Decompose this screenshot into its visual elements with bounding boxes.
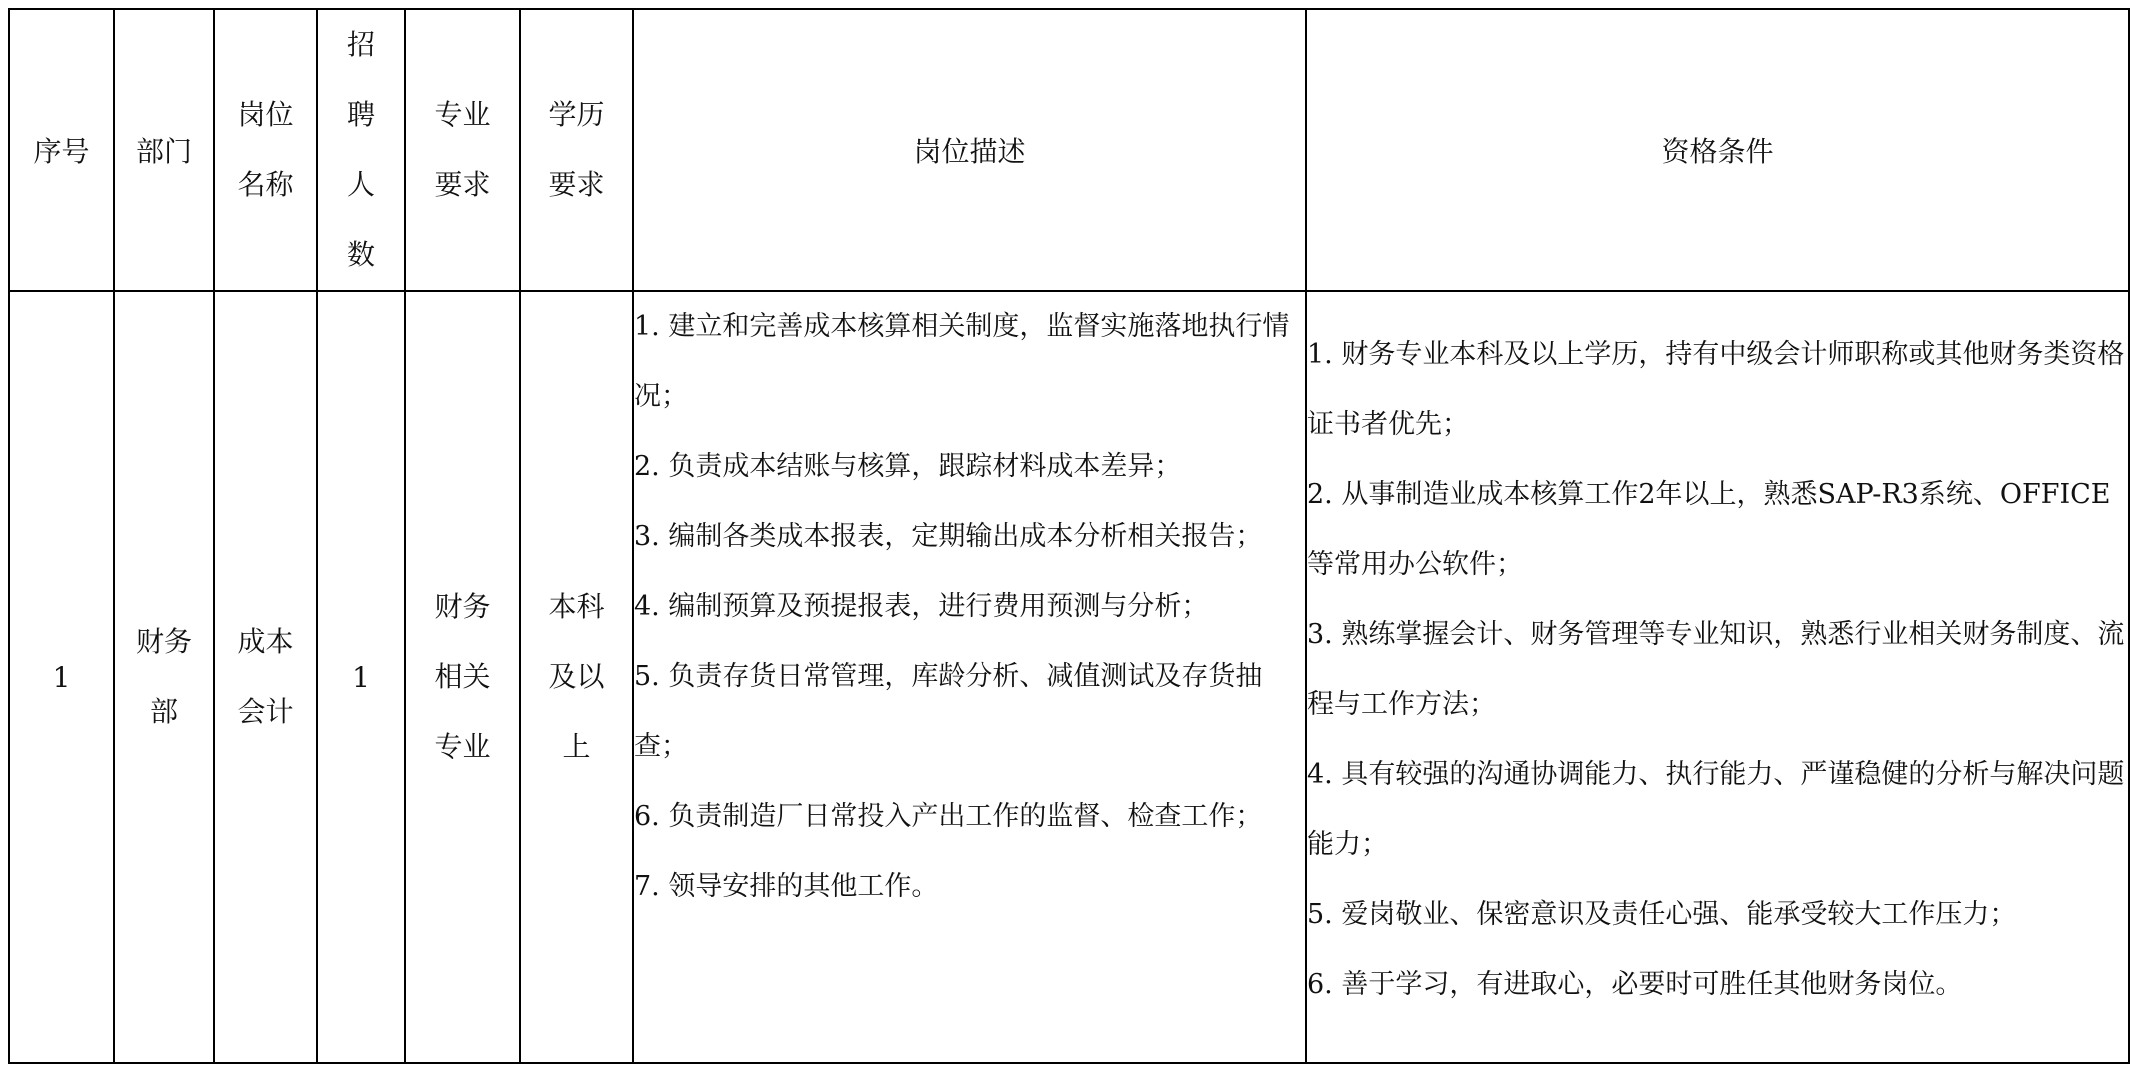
header-row [9,9,2129,291]
description-item: 1. 建立和完善成本核算相关制度，监督实施落地执行情况； [634,311,1290,412]
description-item: 5. 负责存货日常管理，库龄分析、减值测试及存货抽查； [634,661,1263,762]
header-position-line: 名称 [237,168,294,201]
cell-dept-line: 部 [149,695,178,728]
header-headcount-line: 人 [346,168,375,201]
header-seq: 序号 [9,9,114,291]
cell-position-line: 成本 [237,625,294,658]
cell-position-line: 会计 [237,695,294,728]
table-row [9,291,2129,1063]
header-position [214,9,317,291]
header-headcount-line: 招 [346,28,375,61]
qualification-item: 3. 熟练掌握会计、财务管理等专业知识，熟悉行业相关财务制度、流程与工作方法； [1307,619,2125,720]
cell-seq: 1 [9,291,114,1063]
qualification-item: 5. 爱岗敬业、保密意识及责任心强、能承受较大工作压力； [1307,899,2017,930]
cell-education-line: 本科 [548,590,605,623]
cell-dept-line: 财务 [135,625,192,658]
qualification-item: 6. 善于学习，有进取心，必要时可胜任其他财务岗位。 [1307,969,1963,1000]
header-qualifications: 资格条件 [1306,9,2129,291]
header-headcount-line: 聘 [346,98,375,131]
header-headcount-line: 数 [346,238,375,271]
header-major [405,9,520,291]
header-education-line: 学历 [548,98,605,131]
description-item: 7. 领导安排的其他工作。 [634,871,939,902]
cell-dept [114,291,214,1063]
header-position-line: 岗位 [237,98,294,131]
cell-education-line: 及以 [548,660,605,693]
header-major-line: 专业 [434,98,491,131]
header-major-line: 要求 [434,168,491,201]
cell-education [520,291,633,1063]
job-posting-table [8,8,2130,1064]
cell-description [633,291,1306,1063]
description-item: 3. 编制各类成本报表，定期输出成本分析相关报告； [634,521,1263,552]
cell-qualifications [1306,291,2129,1063]
description-item: 4. 编制预算及预提报表，进行费用预测与分析； [634,591,1209,622]
qualification-item: 4. 具有较强的沟通协调能力、执行能力、严谨稳健的分析与解决问题能力； [1307,759,2125,860]
cell-headcount: 1 [317,291,405,1063]
cell-major [405,291,520,1063]
qualification-item: 1. 财务专业本科及以上学历，持有中级会计师职称或其他财务类资格证书者优先； [1307,339,2125,440]
header-education [520,9,633,291]
cell-major-line: 财务 [434,590,491,623]
header-dept: 部门 [114,9,214,291]
cell-major-line: 相关 [434,660,491,693]
header-description: 岗位描述 [633,9,1306,291]
header-education-line: 要求 [548,168,605,201]
cell-position [214,291,317,1063]
description-item: 2. 负责成本结账与核算，跟踪材料成本差异； [634,451,1182,482]
header-headcount [317,9,405,291]
cell-education-line: 上 [562,730,591,763]
qualification-item: 2. 从事制造业成本核算工作2年以上，熟悉SAP-R3系统、OFFICE等常用办公软件； [1307,479,2111,580]
cell-major-line: 专业 [434,730,491,763]
description-item: 6. 负责制造厂日常投入产出工作的监督、检查工作； [634,801,1263,832]
